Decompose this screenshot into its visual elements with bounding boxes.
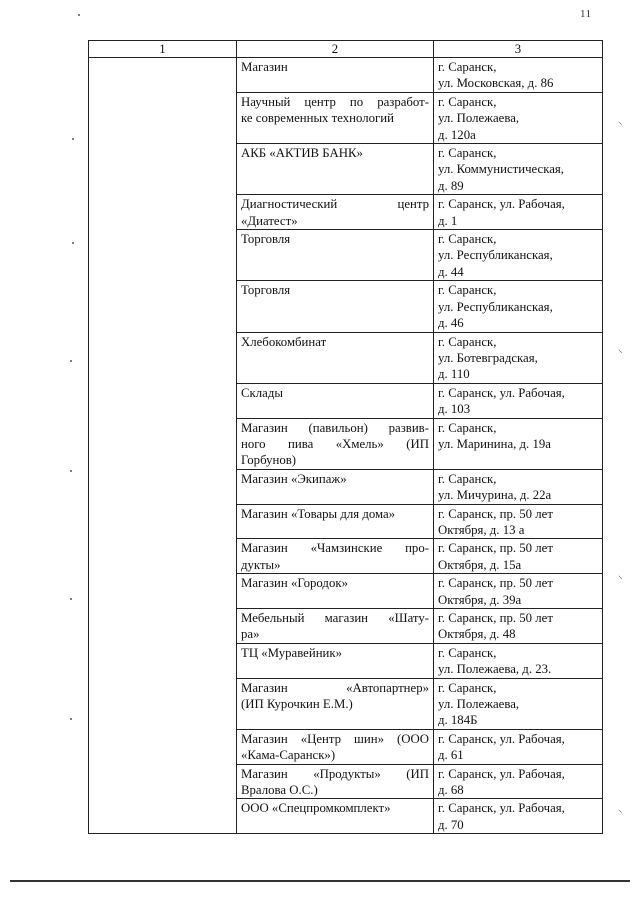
address-line: г. Саранск, пр. 50 лет — [438, 611, 553, 625]
scan-speck — [78, 14, 80, 16]
bottom-rule — [10, 880, 630, 882]
organization-name-line: Магазин «Городок» — [241, 576, 348, 591]
address-line: г. Саранск, ул. Рабочая, — [438, 197, 565, 212]
address-line: д. 184Б — [438, 713, 478, 728]
address-line: ул. Республиканская, — [438, 299, 553, 314]
organization-name-line: Мебельный магазин «Шату- — [241, 611, 429, 625]
organization-name-line: АКБ «АКТИВ БАНК» — [241, 146, 363, 161]
organization-name-line: (ИП Курочкин Е.М.) — [241, 697, 353, 712]
address-line: д. 44 — [438, 264, 464, 279]
address-line: г. Саранск, пр. 50 лет — [438, 576, 553, 591]
organization-name-line: ного пива «Хмель» (ИП — [241, 436, 429, 451]
scan-mark-icon: ⸌ — [618, 121, 623, 131]
page-number: 11 — [580, 8, 592, 20]
address-cell — [434, 678, 603, 729]
address-line: Октября, д. 13 а — [438, 522, 525, 537]
column-header-2: 2 — [237, 41, 434, 58]
address-cell — [434, 195, 603, 230]
organization-name-line: Магазин (павильон) развив- — [241, 420, 429, 435]
table-row — [89, 58, 603, 93]
organization-name-line: Магазин — [241, 60, 288, 74]
organization-name-line: ке современных технологий — [241, 111, 394, 126]
address-line: д. 68 — [438, 783, 464, 798]
address-line: г. Саранск, ул. Рабочая, — [438, 385, 565, 400]
scan-speck — [72, 138, 74, 140]
address-line: г. Саранск, ул. Рабочая, — [438, 801, 565, 816]
scan-mark-icon: ⸌ — [618, 575, 623, 585]
column-1-cell — [89, 58, 237, 834]
organization-name-cell — [237, 799, 434, 834]
address-line: д. 70 — [438, 817, 464, 832]
address-line: г. Саранск, — [438, 645, 497, 660]
address-line: д. 120а — [438, 127, 476, 142]
address-line: г. Саранск, — [438, 680, 497, 695]
address-line: г. Саранск, — [438, 471, 497, 486]
scan-mark-icon: ⸌ — [618, 349, 623, 359]
scan-speck — [70, 470, 72, 472]
scan-speck — [70, 598, 72, 600]
organization-name-line: Хлебокомбинат — [241, 334, 327, 349]
organization-name-cell — [237, 383, 434, 418]
address-line: ул. Московская, д. 86 — [438, 76, 554, 91]
organization-name-line: Магазин «Чамзинские про- — [241, 541, 429, 556]
address-cell — [434, 729, 603, 764]
organization-name-line: Вралова О.С.) — [241, 783, 318, 798]
address-line: г. Саранск, — [438, 420, 497, 435]
address-cell — [434, 643, 603, 678]
organization-name-cell — [237, 574, 434, 609]
column-header-3: 3 — [434, 41, 603, 58]
organization-name-line: Магазин «Продукты» (ИП — [241, 766, 429, 781]
address-line: г. Саранск, — [438, 334, 497, 349]
organization-name-line: Магазин «Экипаж» — [241, 471, 347, 486]
organization-name-cell — [237, 195, 434, 230]
organization-name-cell — [237, 539, 434, 574]
address-line: г. Саранск, — [438, 146, 497, 161]
organization-name-line: Торговля — [241, 283, 291, 298]
address-line: г. Саранск, — [438, 283, 497, 298]
address-cell — [434, 504, 603, 539]
address-cell — [434, 799, 603, 834]
organization-name-line: Горбунов) — [241, 453, 297, 468]
address-line: Октября, д. 39а — [438, 592, 522, 607]
address-line: ул. Ботевградская, — [438, 350, 538, 365]
address-cell — [434, 574, 603, 609]
organization-name-cell — [237, 643, 434, 678]
address-line: ул. Мичурина, д. 22а — [438, 488, 552, 503]
organization-name-line: ТЦ «Муравейник» — [241, 645, 343, 660]
organization-name-cell — [237, 729, 434, 764]
organization-name-cell — [237, 469, 434, 504]
address-cell — [434, 230, 603, 281]
organization-name-line: Склады — [241, 385, 283, 400]
address-line: ул. Полежаева, — [438, 111, 520, 126]
address-line: д. 110 — [438, 367, 470, 382]
organization-name-cell — [237, 144, 434, 195]
address-line: ул. Полежаева, д. 23. — [438, 662, 552, 677]
organization-name-line: Торговля — [241, 232, 291, 247]
organization-name-cell — [237, 504, 434, 539]
address-line: ул. Маринина, д. 19а — [438, 436, 551, 451]
header-row — [89, 41, 603, 58]
address-line: д. 61 — [438, 748, 464, 763]
address-line: ул. Полежаева, — [438, 697, 520, 712]
address-line: г. Саранск, — [438, 94, 497, 109]
organization-name-cell — [237, 418, 434, 469]
address-line: д. 1 — [438, 213, 458, 228]
address-line: Октября, д. 48 — [438, 627, 516, 642]
organization-name-cell — [237, 58, 434, 93]
organization-name-cell — [237, 92, 434, 143]
organizations-table — [88, 40, 603, 834]
address-line: ул. Республиканская, — [438, 248, 553, 263]
organization-name-cell — [237, 281, 434, 332]
address-cell — [434, 764, 603, 799]
scan-speck — [70, 360, 72, 362]
scan-mark-icon: ⸌ — [618, 809, 623, 819]
organization-name-cell — [237, 332, 434, 383]
address-cell — [434, 383, 603, 418]
address-cell — [434, 144, 603, 195]
address-line: д. 46 — [438, 316, 464, 331]
organization-name-cell — [237, 609, 434, 644]
address-line: д. 103 — [438, 402, 471, 417]
organization-name-line: Магазин «Товары для дома» — [241, 506, 396, 521]
address-line: г. Саранск, — [438, 232, 497, 247]
address-line: ул. Коммунистическая, — [438, 162, 564, 177]
organization-name-line: «Диатест» — [241, 213, 298, 228]
organization-name-line: ра» — [241, 627, 260, 642]
organization-name-cell — [237, 678, 434, 729]
organization-name-cell — [237, 230, 434, 281]
scan-speck — [70, 718, 72, 720]
address-line: г. Саранск, — [438, 60, 497, 74]
address-line: г. Саранск, пр. 50 лет — [438, 541, 553, 556]
address-cell — [434, 281, 603, 332]
address-line: Октября, д. 15а — [438, 557, 522, 572]
column-header-1: 1 — [89, 41, 237, 58]
organization-name-line: Диагностический центр — [241, 197, 429, 212]
address-cell — [434, 539, 603, 574]
scan-speck — [72, 242, 74, 244]
address-line: д. 89 — [438, 178, 464, 193]
organization-name-cell — [237, 764, 434, 799]
organization-name-line: Магазин «Автопартнер» — [241, 680, 429, 695]
address-line: г. Саранск, ул. Рабочая, — [438, 766, 565, 781]
address-cell — [434, 58, 603, 93]
organization-name-line: «Кама-Саранск») — [241, 748, 336, 763]
address-cell — [434, 418, 603, 469]
address-line: г. Саранск, пр. 50 лет — [438, 506, 553, 521]
address-cell — [434, 92, 603, 143]
organization-name-line: ООО «Спецпромкомплект» — [241, 801, 391, 816]
address-line: г. Саранск, ул. Рабочая, — [438, 731, 565, 746]
organization-name-line: дукты» — [241, 557, 281, 572]
address-cell — [434, 469, 603, 504]
address-cell — [434, 609, 603, 644]
organization-name-line: Научный центр по разработ- — [241, 94, 429, 109]
organization-name-line: Магазин «Центр шин» (ООО — [241, 731, 429, 746]
address-cell — [434, 332, 603, 383]
